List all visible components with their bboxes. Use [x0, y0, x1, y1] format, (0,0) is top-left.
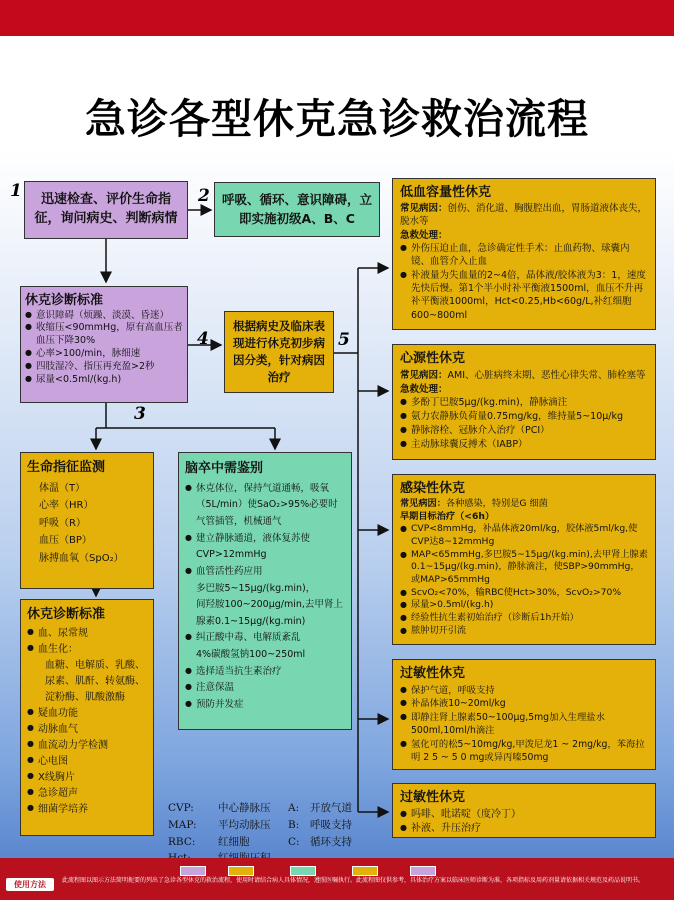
test-item: ● 动脉血气 — [27, 722, 147, 738]
septic-cause: 各种感染，特别是G 细菌 — [445, 497, 548, 509]
stroke-title: 脑卒中需鉴别 — [185, 461, 264, 476]
stroke-item: ● 预防并发症 — [185, 697, 345, 714]
step-number-1: 1 — [10, 181, 22, 201]
abc-text: 呼吸、循环、意识障碍，立即实施初级A、B、C — [221, 192, 372, 226]
step-number-2: 2 — [198, 186, 210, 206]
cardiogenic-item: ● 多酚丁巴胺5μg/(kg.min)，静脉滴注 — [400, 396, 648, 410]
vital-item: 呼吸（R） — [39, 517, 86, 529]
septic-item: ● ScvO₂<70%，输RBC使Hct>30%，ScvO₂>70% — [400, 587, 648, 600]
legend-abbr: A: — [288, 802, 300, 814]
cardiogenic-shock-box — [392, 344, 656, 460]
test-item: ● 疑血功能 — [27, 706, 147, 722]
cardiogenic-item: ● 静脉溶栓、冠脉介入治疗（PCI） — [400, 424, 648, 438]
neurogenic-item: ● 补液、升压治疗 — [400, 822, 648, 837]
anaphylactic-item: ● 氢化可的松5~10mg/kg,甲泼尼龙1 ~ 2mg/kg，苯海拉明 2 5 ~ 5 0 mg或异丙嗪50mg — [400, 738, 648, 765]
assessment-box — [24, 181, 188, 239]
septic-item: ● 脓肿切开引流 — [400, 625, 648, 638]
color-swatch-purple-2 — [410, 866, 436, 876]
anaphylactic-item: ● 保护气道，呼吸支持 — [400, 684, 648, 697]
color-swatch-gold-2 — [352, 866, 378, 876]
anaphylactic-shock-box — [392, 659, 656, 770]
stroke-subitem: 间羟胺100~200μg/min,去甲肾上腺素0.1~15μg/(kg.min) — [196, 599, 343, 627]
diagnosis-criteria-title: 休克诊断标准 — [25, 293, 104, 308]
cardiogenic-item: ● 主动脉球囊反搏术（IABP） — [400, 438, 648, 452]
cause-label: 常见病因： — [400, 369, 448, 381]
cardiogenic-item: ● 氨力农静脉负荷量0.75mg/kg，维持量5~10μ/kg — [400, 410, 648, 424]
septic-item: ● 经验性抗生素初始治疗（诊断后1h开始） — [400, 612, 648, 625]
diagnosis-tests-box — [20, 599, 154, 836]
early-goal-label: 早期目标治疗（<6h） — [400, 510, 495, 522]
legend-abbr: RBC: — [168, 835, 196, 848]
legend-abbr: MAP: — [168, 818, 197, 831]
etiology-box — [224, 311, 334, 393]
neurogenic-shock-box — [392, 783, 656, 838]
legend-desc: 中心静脉压 — [218, 802, 271, 814]
test-item: ● 细菌学培养 — [27, 802, 147, 818]
septic-item: ● 尿量>0.5ml/(kg.h) — [400, 599, 648, 612]
neurogenic-item: ● 吗啡、吡诺啶（度冷丁） — [400, 808, 648, 823]
septic-title: 感染性休克 — [400, 481, 466, 496]
stroke-subitem: 4%碳酸氢钠100~250ml — [196, 649, 306, 660]
hypovolemic-title: 低血容量性休克 — [400, 185, 492, 200]
cause-label: 常见病因： — [400, 497, 446, 509]
stroke-box — [178, 452, 352, 730]
stroke-item: ● 选择适当抗生素治疗 — [185, 664, 345, 681]
stroke-item: ● 血管活性药应用 — [185, 564, 345, 581]
stroke-item: ● 休克体位，保持气道通畅，吸氧（5L/min）使SaO₂>95%必要时气管插管，机械通气 — [185, 481, 345, 531]
septic-item: ● CVP<8mmHg，补晶体液20ml/kg，胶体液5ml/kg,使CVP达8~12mmHg — [400, 523, 648, 548]
cardiogenic-title: 心源性休克 — [400, 351, 466, 366]
legend-abbr: CVP: — [168, 802, 194, 814]
legend-desc: 循环支持 — [310, 835, 352, 848]
cause-label: 常见病因： — [400, 203, 448, 215]
diagnosis-item: ● 收缩压<90mmHg，原有高血压者血压下降30% — [25, 322, 183, 348]
legend-desc: 平均动脉压 — [218, 818, 271, 831]
abc-box — [214, 182, 380, 237]
vital-signs-box — [20, 452, 154, 589]
vital-item: 脉搏血氧（SpO₂） — [39, 552, 124, 564]
test-item: ● 血生化： — [27, 642, 147, 658]
stroke-item: ● 注意保温 — [185, 680, 345, 697]
stroke-item: ● 建立静脉通道，液体复苏使CVP>12mmHg — [185, 531, 345, 564]
test-item: ● 血流动力学检测 — [27, 738, 147, 754]
step-number-4: 4 — [197, 329, 209, 349]
hypovolemic-item: ● 外伤压迫止血，急诊确定性手术：止血药物、球囊内镜、血管介入止血 — [400, 242, 648, 269]
legend-desc: 红细胞 — [218, 835, 250, 848]
abbreviation-legend-right — [288, 800, 352, 850]
diagnosis-item: ● 四肢湿冷、指压再充盈>2秒 — [25, 361, 183, 374]
test-item: ● 急诊超声 — [27, 786, 147, 802]
step-number-5: 5 — [338, 330, 350, 350]
treatment-label: 急救处理： — [400, 229, 448, 241]
vital-item: 体温（T） — [39, 482, 86, 494]
legend-abbr: C: — [288, 835, 300, 848]
footer-text: 此流程图以图示方法简明扼要的列出了急诊各型休克的救治流程，使用时请结合病人具体情况，遵照医嘱执行。此流程图仅供参考，具体治疗方案以临床医师诊断为准，各项指标及用药剂量请依据相关规范及药品说明书。 — [62, 877, 645, 884]
vital-item: 血压（BP） — [39, 535, 92, 547]
diagnosis-item: ● 心率>100/min，脉细速 — [25, 348, 183, 361]
usage-tag: 使用方法 — [6, 878, 54, 891]
stroke-item: ● 纠正酸中毒、电解质紊乱 — [185, 630, 345, 647]
anaphylactic-title: 过敏性休克 — [400, 666, 466, 681]
test-subitem: 血糖、电解质、乳酸、尿素、肌酐、转氨酶、淀粉酶、肌酸激酶 — [45, 659, 145, 703]
step-number-3: 3 — [134, 404, 146, 424]
legend-desc: 开放气道 — [310, 802, 352, 814]
hypovolemic-cause: 创伤、消化道、胸腹腔出血，胃肠道液体丧失，脱水等 — [400, 203, 648, 228]
color-swatch-purple — [180, 866, 206, 876]
diagnosis-item: ● 尿量<0.5ml/(kg.h) — [25, 374, 183, 387]
etiology-text: 根据病史及临床表现进行休克初步病因分类，针对病因治疗 — [233, 318, 325, 385]
septic-shock-box — [392, 474, 656, 645]
diagnosis-tests-title: 休克诊断标准 — [27, 607, 106, 622]
stroke-subitem: 多巴胺5~15μg/(kg.min)， — [196, 582, 316, 594]
treatment-label: 急救处理： — [400, 383, 448, 395]
diagnosis-item: ● 意识障碍（烦躁、淡漠、昏迷） — [25, 310, 183, 323]
hypovolemic-item: ● 补液量为失血量的2~4倍，晶体液/胶体液为3：1，速度先快后慢。第1个半小时补平衡液1500ml，血压不升再补平衡液1000ml，Hct<0.25,Hb<60g/L,补红细胞600~800ml — [400, 269, 648, 322]
legend-abbr: B: — [288, 818, 300, 831]
hypovolemic-shock-box — [392, 178, 656, 330]
vital-item: 心率（HR） — [39, 500, 94, 512]
anaphylactic-item: ● 补晶体液10~20ml/kg — [400, 697, 648, 710]
legend-desc: 呼吸支持 — [310, 818, 352, 831]
color-swatch-green — [290, 866, 316, 876]
vital-signs-title: 生命指征监测 — [27, 460, 106, 475]
cardiogenic-cause: AMI、心脏病终末期、恶性心律失常、肺栓塞等 — [447, 369, 646, 381]
septic-item: ● MAP<65mmHg,多巴胺5~15μg/(kg.min),去甲肾上腺素0.1~15μg/(kg.min)，静脉滴注，使SBP>90mmHg，或MAP>65mmHg — [400, 549, 648, 587]
neurogenic-title: 过敏性休克 — [400, 790, 466, 805]
anaphylactic-item: ● 即静注肾上腺素50~100μg,5mg加入生理盐水500ml,10ml/h滴注 — [400, 711, 648, 738]
assessment-text: 迅速检查、评价生命指征，询问病史、判断病情 — [34, 192, 178, 226]
test-item: ● 血、尿常规 — [27, 626, 147, 642]
test-item: ● 心电图 — [27, 754, 147, 770]
page-title: 急诊各型休克急诊救治流程 — [85, 95, 589, 143]
test-item: ● X线胸片 — [27, 770, 147, 786]
diagnosis-criteria-box — [20, 286, 188, 403]
color-swatch-gold — [228, 866, 254, 876]
